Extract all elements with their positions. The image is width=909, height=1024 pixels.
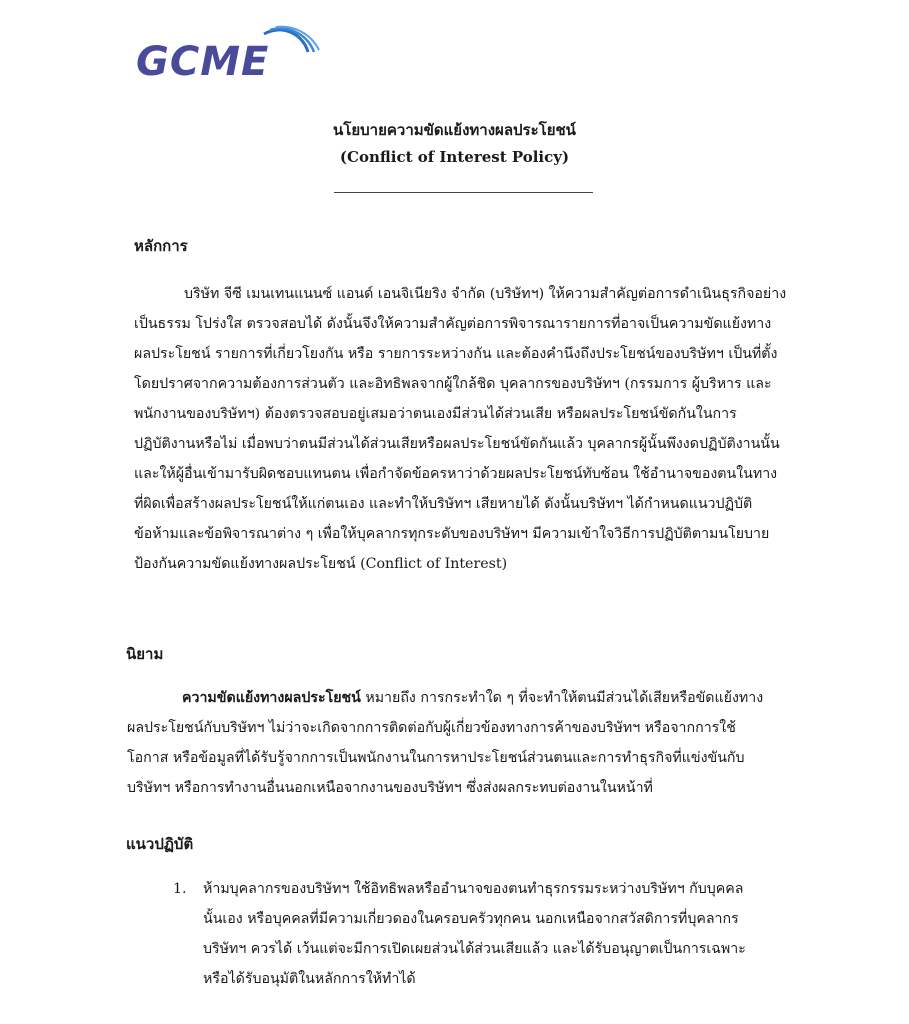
page-subtitle: (Conflict of Interest Policy)	[339, 148, 570, 166]
principles-paragraph	[134, 279, 786, 579]
company-logo	[136, 24, 321, 84]
paragraph-line: และให้ผู้อื่นเข้ามารับผิดชอบแทนตน เพื่อกำจัดข้อครหาว่าด้วยผลประโยชน์ทับซ้อน ใช้อำนาจของตนในทาง	[134, 466, 778, 482]
page-title: นโยบายความขัดแย้งทางผลประโยชน์	[333, 121, 576, 139]
title-divider	[334, 192, 593, 193]
paragraph-line: ผลประโยชน์กับบริษัทฯ ไม่ว่าจะเกิดจากการติดต่อกับผู้เกี่ยวข้องทางการค้าของบริษัทฯ หรือจากการใช้	[127, 720, 736, 736]
definition-text: หมายถึง การกระทำใด ๆ ที่จะทำให้ตนมีส่วนได้เสียหรือขัดแย้งทาง	[360, 690, 764, 706]
definition-paragraph	[127, 683, 763, 803]
paragraph-line: ที่ผิดเพื่อสร้างผลประโยชน์ให้แก่ตนเอง และทำให้บริษัทฯ เสียหายได้ ดังนั้นบริษัทฯ ได้กำหนดแนวปฏิบัติ	[134, 496, 753, 512]
paragraph-line: ปฏิบัติงานหรือไม่ เมื่อพบว่าตนมีส่วนได้ส่วนเสียหรือผลประโยชน์ขัดกันแล้ว บุคลากรผู้นั้นพึงงดปฏิบัติงานนั้น	[134, 436, 780, 452]
list-line: บริษัทฯ ควรได้ เว้นแต่จะมีการเปิดเผยส่วนได้ส่วนเสียแล้ว และได้รับอนุญาตเป็นการเฉพาะ	[203, 941, 746, 957]
paragraph-line: ผลประโยชน์ รายการที่เกี่ยวโยงกัน หรือ รายการระหว่างกัน และต้องคำนึงถึงประโยชน์ของบริษัทฯ เป็นที่ตั้ง	[134, 346, 778, 362]
defined-term: ความขัดแย้งทางผลประโยชน์	[182, 690, 361, 706]
list-line: ห้ามบุคลากรของบริษัทฯ ใช้อิทธิพลหรืออำนาจของตนทำธุรกรรมระหว่างบริษัทฯ กับบุคคล	[203, 881, 744, 897]
list-line: นั้นเอง หรือบุคคลที่มีความเกี่ยวดองในครอบครัวทุกคน นอกเหนือจากสวัสดิการที่บุคลากร	[203, 911, 739, 927]
paragraph-line: โดยปราศจากความต้องการส่วนตัว และอิทธิพลจากผู้ใกล้ชิด บุคลากรของบริษัทฯ (กรรมการ ผู้บริหาร และ	[134, 376, 772, 392]
paragraph-line: โอกาส หรือข้อมูลที่ได้รับรู้จากการเป็นพนักงานในการหาประโยชน์ส่วนตนและการทำธุรกิจที่แข่งขันกับ	[127, 750, 745, 766]
section-heading-definition: นิยาม	[126, 645, 164, 663]
paragraph-line	[127, 683, 763, 713]
paragraph-line: พนักงานของบริษัทฯ) ต้องตรวจสอบอยู่เสมอว่าตนเองมีส่วนได้ส่วนเสีย หรือผลประโยชน์ขัดกันในการ	[134, 406, 737, 422]
list-item-number: 1.	[173, 881, 187, 897]
paragraph-line: ข้อห้ามและข้อพิจารณาต่าง ๆ เพื่อให้บุคลากรทุกระดับของบริษัทฯ มีความเข้าใจวิธีการปฏิบัติตามนโยบาย	[134, 526, 770, 542]
paragraph-line: ป้องกันความขัดแย้งทางผลประโยชน์ (Conflict of Interest)	[134, 556, 508, 572]
section-heading-principles: หลักการ	[134, 237, 188, 255]
paragraph-line: เป็นธรรม โปร่งใส ตรวจสอบได้ ดังนั้นจึงให้ความสำคัญต่อการพิจารณารายการที่อาจเป็นความขัดแย้งทาง	[134, 316, 772, 332]
section-heading-guidelines: แนวปฏิบัติ	[126, 835, 194, 853]
logo-text: GCME	[136, 39, 270, 85]
list-line: หรือได้รับอนุมัติในหลักการให้ทำได้	[203, 971, 416, 987]
list-item-body	[203, 874, 746, 994]
paragraph-line: บริษัท จีซี เมนเทนแนนซ์ แอนด์ เอนจิเนียริง จำกัด (บริษัทฯ) ให้ความสำคัญต่อการดำเนินธุรกิจอย่าง	[184, 286, 787, 302]
paragraph-line: บริษัทฯ หรือการทำงานอื่นนอกเหนือจากงานของบริษัทฯ ซึ่งส่งผลกระทบต่องานในหน้าที่	[127, 780, 653, 796]
